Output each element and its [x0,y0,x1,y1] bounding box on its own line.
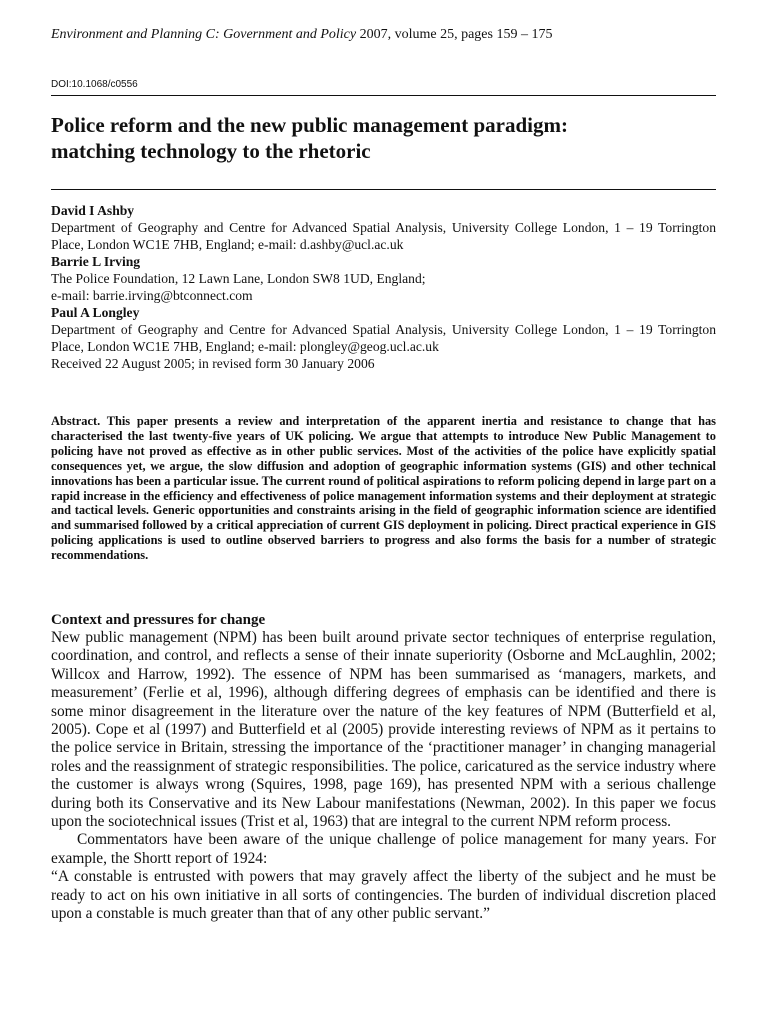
title-line-1: Police reform and the new public management paradigm: [51,113,568,137]
journal-name: Environment and Planning C: Government and Policy [51,27,357,42]
author-block [51,202,716,372]
author-name: Barrie L Irving [51,254,141,269]
author-affiliation [51,270,716,304]
block-quote: “A constable is entrusted with powers that may gravely affect the liberty of the subject and he must be ready to act on his own initiative in all sorts of contingencies. The burden of individual discretion placed upon a constable is much greater than that of any other public servant.” [51,868,716,923]
body-text [51,629,716,924]
title-rule [51,189,716,190]
author-affiliation: Department of Geography and Centre for Advanced Spatial Analysis, University College London, 1 – 19 Torrington Place, London WC1E 7HB, England; e-mail: d.ashby@ucl.ac.uk [51,220,716,252]
section-heading: Context and pressures for change [51,612,266,628]
title-line-2: matching technology to the rhetoric [51,139,371,163]
affiliation-line: The Police Foundation, 12 Lawn Lane, London SW8 1UD, England; [51,271,426,286]
article-title [51,112,716,164]
abstract-text: This paper presents a review and interpretation of the apparent inertia and resistance to change that has characterised the last twenty-five years of UK policing. We argue that attempts to introduce New Public Management to policing have not proved as effective as in other public services. Most of the activities of the police have explicitly spatial consequences yet, we argue, the slow diffusion and adoption of geographic information systems (GIS) and other technical innovations has been a particular issue. The current round of political aspirations to reform policing depend in large part on a rapid increase in the efficiency and effectiveness of police management information systems and their deployment at strategic and tactical levels. Generic opportunities and constraints arising in the field of geographic information science are identified and summarised followed by a critical appreciation of current GIS deployment in policing. Direct practical experience in GIS policing applications is used to outline observed barriers to progress and also forms the basis for a number of strategic recommendations. [51,414,716,563]
author-name: David I Ashby [51,203,135,218]
journal-citation [51,27,731,43]
abstract-label: Abstract. [51,414,101,428]
volume-pages: 2007, volume 25, pages 159 – 175 [359,27,553,42]
author-name: Paul A Longley [51,305,140,320]
paragraph: Commentators have been aware of the unique challenge of police management for many years. For example, the Shortt report of 1924: [51,831,716,867]
received-date: Received 22 August 2005; in revised form 30 January 2006 [51,356,375,371]
abstract [51,414,716,563]
header-rule [51,95,716,96]
author-affiliation: Department of Geography and Centre for Advanced Spatial Analysis, University College London, 1 – 19 Torrington Place, London WC1E 7HB, England; e-mail: plongley@geog.ucl.ac.uk [51,322,716,354]
paragraph: New public management (NPM) has been built around private sector techniques of enterprise regulation, coordination, and control, and reflects a sense of their innate superiority (Osborne and McLaughlin, 2002; Willcox and Harrow, 1992). The essence of NPM has been summarised as ‘managers, markets, and measurement’ (Ferlie et al, 1996), although differing degrees of emphasis can be identified and there is some minor disagreement in the literature over the nature of the key features of NPM (Butterfield et al, 2005). Cope et al (1997) and Butterfield et al (2005) provide interesting reviews of NPM as it pertains to the police service in Britain, stressing the importance of the ‘practitioner manager’ in changing managerial roles and the reassignment of strategic responsibilities. The police, caricatured as the service industry where the customer is always wrong (Squires, 1998, page 169), has presented NPM with a serious challenge during both its Conservative and its New Labour manifestations (Newman, 2002). In this paper we focus upon the sociotechnical issues (Trist et al, 1963) that are integral to the current NPM reform process. [51,629,716,831]
affiliation-email: e-mail: barrie.irving@btconnect.com [51,288,253,303]
doi: DOI:10.1068/c0556 [51,79,138,90]
